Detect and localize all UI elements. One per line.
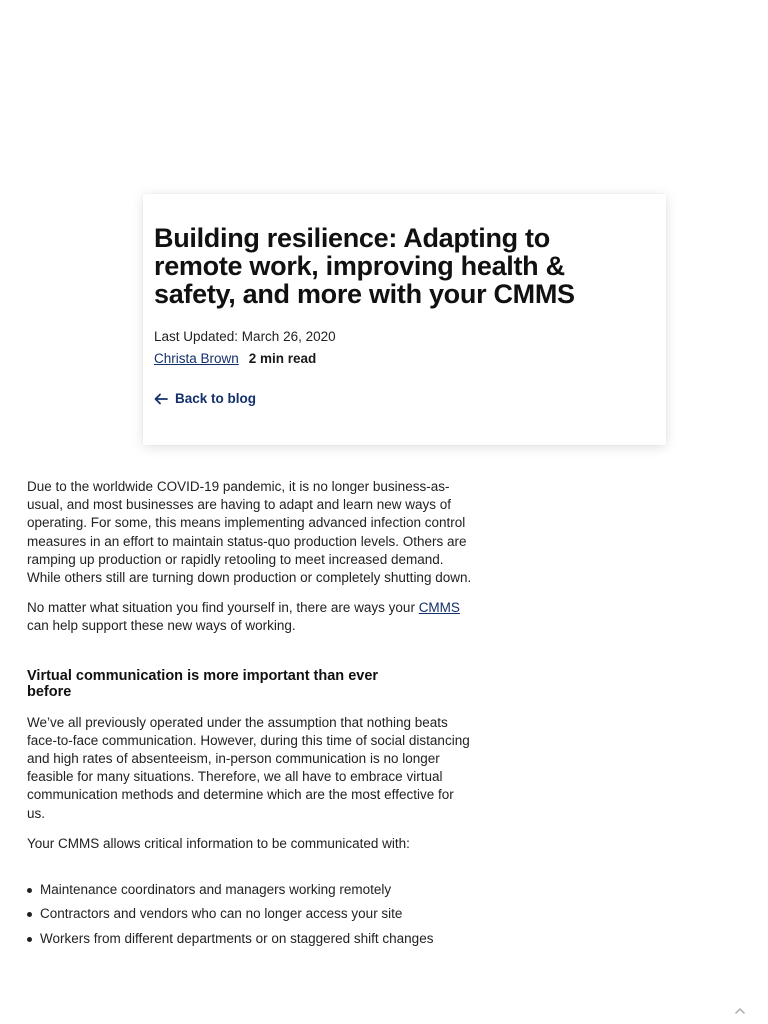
cmms-link[interactable]: CMMS xyxy=(418,600,460,616)
chevron-up-icon[interactable] xyxy=(734,1006,746,1016)
post-header-card xyxy=(143,194,666,445)
author-link[interactable]: Christa Brown xyxy=(154,351,239,366)
section-heading: Virtual communication is more important than ever before xyxy=(27,667,379,700)
cmms-paragraph-text-end: can help support these new ways of working. xyxy=(27,618,296,634)
list-item: Contractors and vendors who can no longer access your site xyxy=(27,905,472,923)
list-intro: Your CMMS allows critical information to be communicated with: xyxy=(27,835,410,851)
post-meta-row xyxy=(154,351,655,367)
last-updated-date: Last Updated: March 26, 2020 xyxy=(154,329,336,344)
post-title: Building resilience: Adapting to remote work, improving health & safety, and more with your CMMS xyxy=(154,223,575,309)
intro-paragraph: Due to the worldwide COVID-19 pandemic, it is no longer business-as-usual, and most businesses are having to adapt and learn new ways of operating. For some, this means implementing advanced infection control measures in an effort to maintain status-quo production levels. Others are ramping up production or rapidly retooling to meet increased demand. While others still are turning down production or completely shutting down. xyxy=(27,479,472,586)
section-paragraph: We’ve all previously operated under the assumption that nothing beats face-to-face communication. However, during this time of social distancing and high rates of absenteeism, in-person communication is no longer feasible for many situations. Therefore, we all have to embrace virtual communication methods and determine which are the most effective for us. xyxy=(27,714,470,821)
read-time: 2 min read xyxy=(248,351,317,366)
bullet-list xyxy=(27,881,472,948)
cmms-paragraph-text-start: No matter what situation you find yourself in, there are ways your xyxy=(27,600,419,616)
arrow-left-icon xyxy=(154,393,168,405)
list-item: Workers from different departments or on staggered shift changes xyxy=(27,930,472,948)
back-to-blog-label: Back to blog xyxy=(175,391,257,406)
back-to-blog-link[interactable] xyxy=(154,391,655,406)
article-body xyxy=(27,478,472,954)
cmms-paragraph xyxy=(27,599,472,635)
list-item: Maintenance coordinators and managers working remotely xyxy=(27,881,472,899)
